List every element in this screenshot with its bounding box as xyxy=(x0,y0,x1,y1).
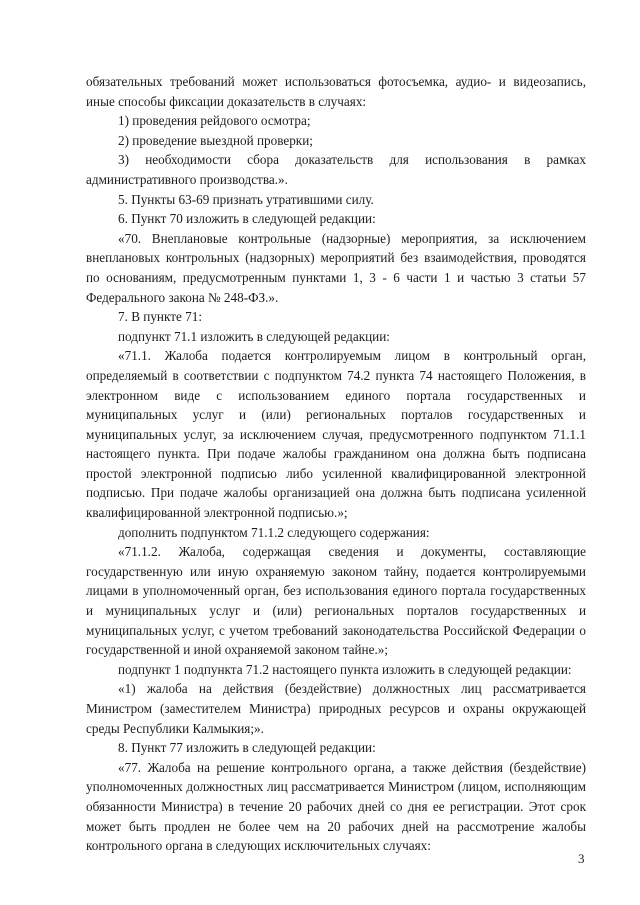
paragraph: подпункт 1 подпункта 71.2 настоящего пункта изложить в следующей редакции: xyxy=(118,661,572,677)
page-number: 3 xyxy=(578,851,585,866)
paragraph: «71.1.2. Жалоба, содержащая сведения и документы, составляющие государственную или иную охраняемую законом тайну, подается контролируемыми лицами в уполномоченный орган, без использования единого портала государственных и муниципальных услуг и (или) региональных порталов государственных и муниципальных услуг, с учетом требований законодательства Российской Федерации о государственной и иной охраняемой законом тайне.»; xyxy=(86,544,586,658)
paragraph: 1) проведения рейдового осмотра; xyxy=(118,113,311,129)
paragraph: подпункт 71.1 изложить в следующей редакции: xyxy=(118,328,390,344)
paragraph: «1) жалоба на действия (бездействие) должностных лиц рассматривается Министром (заместителем Министра) природных ресурсов и охраны окружающей среды Республики Калмыкия;». xyxy=(86,681,586,736)
paragraph: «70. Внеплановые контрольные (надзорные) мероприятия, за исключением внеплановых контрольных (надзорных) мероприятий без взаимодействия, проводятся по основаниям, предусмотренным пунктами 1, 3 - 6 части 1 и частью 3 статьи 57 Федерального закона № 248-ФЗ.». xyxy=(86,230,586,305)
paragraph: 7. В пункте 71: xyxy=(118,309,202,325)
paragraph: 8. Пункт 77 изложить в следующей редакции: xyxy=(118,740,376,756)
paragraph: 3) необходимости сбора доказательств для использования в рамках административного производства.». xyxy=(86,152,586,187)
paragraph: 6. Пункт 70 изложить в следующей редакции: xyxy=(118,211,376,227)
paragraph: «77. Жалоба на решение контрольного органа, а также действия (бездействие) уполномоченных должностных лиц рассматривается Министром (лицом, исполняющим обязанности Министра) в течение 20 рабочих дней со дня ее регистрации. Этот срок может быть продлен не более чем на 20 рабочих дней на рассмотрение жалобы контрольного органа в следующих исключительных случаях: xyxy=(86,759,586,854)
paragraph: 2) проведение выездной проверки; xyxy=(118,132,313,148)
document-body xyxy=(86,72,586,856)
paragraph: 5. Пункты 63-69 признать утратившими силу. xyxy=(118,191,374,207)
paragraph: обязательных требований может использоваться фотосъемка, аудио- и видеозапись, иные способы фиксации доказательств в случаях: xyxy=(86,74,586,109)
paragraph: дополнить подпунктом 71.1.2 следующего содержания: xyxy=(118,524,430,540)
paragraph: «71.1. Жалоба подается контролируемым лицом в контрольный орган, определяемый в соответствии с подпунктом 74.2 пункта 74 настоящего Положения, в электронном виде с использованием единого портала государственных и муниципальных услуг и (или) региональных порталов государственных и муниципальных услуг, за исключением случая, предусмотренного подпунктом 71.1.1 настоящего пункта. При подаче жалобы гражданином она должна быть подписана простой электронной подписью либо усиленной квалифицированной электронной подписью. При подаче жалобы организацией она должна быть подписана усиленной квалифицированной электронной подписью.»; xyxy=(86,348,586,521)
